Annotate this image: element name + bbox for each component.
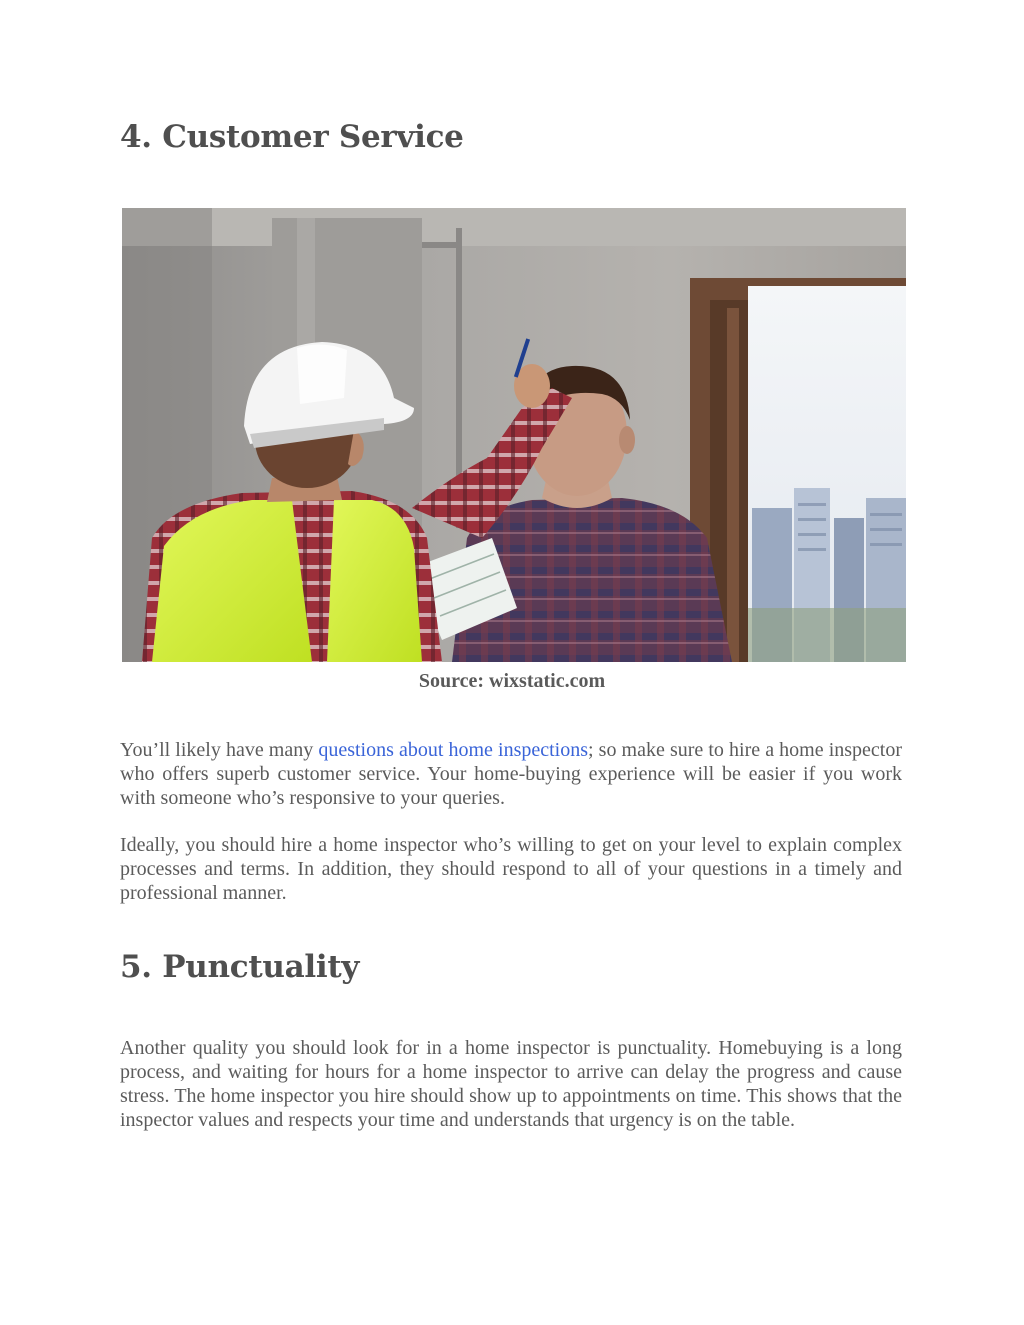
customer-service-paragraph-2: Ideally, you should hire a home inspector who’s willing to get on your level to explain complex processes and terms. In addition, they should respond to all of your questions in a timely and professional manner. (120, 834, 902, 904)
image-caption: Source: wixstatic.com (418, 670, 606, 692)
paragraph-text: You’ll likely have many (120, 739, 319, 761)
section-heading-punctuality: 5. Punctuality (120, 949, 360, 985)
paragraph-text: ; so make sure to hire a home inspector who offers superb customer service. Your home-buying experience will be easier if you work with someone who’s responsive to your queries. (120, 739, 903, 809)
inspection-photo-illustration (122, 208, 906, 662)
customer-service-paragraph-1 (120, 738, 902, 810)
section-heading-customer-service: 4. Customer Service (120, 119, 464, 155)
inspection-photo (122, 208, 906, 662)
punctuality-paragraph: Another quality you should look for in a home inspector is punctuality. Homebuying is a long process, and waiting for hours for a home inspector to arrive can delay the progress and cause stress. The home inspector you hire should show up to appointments on time. This shows that the inspector values and respects your time and understands that urgency is on the table. (120, 1037, 902, 1131)
home-inspection-questions-link[interactable]: questions about home inspections (318, 739, 589, 761)
